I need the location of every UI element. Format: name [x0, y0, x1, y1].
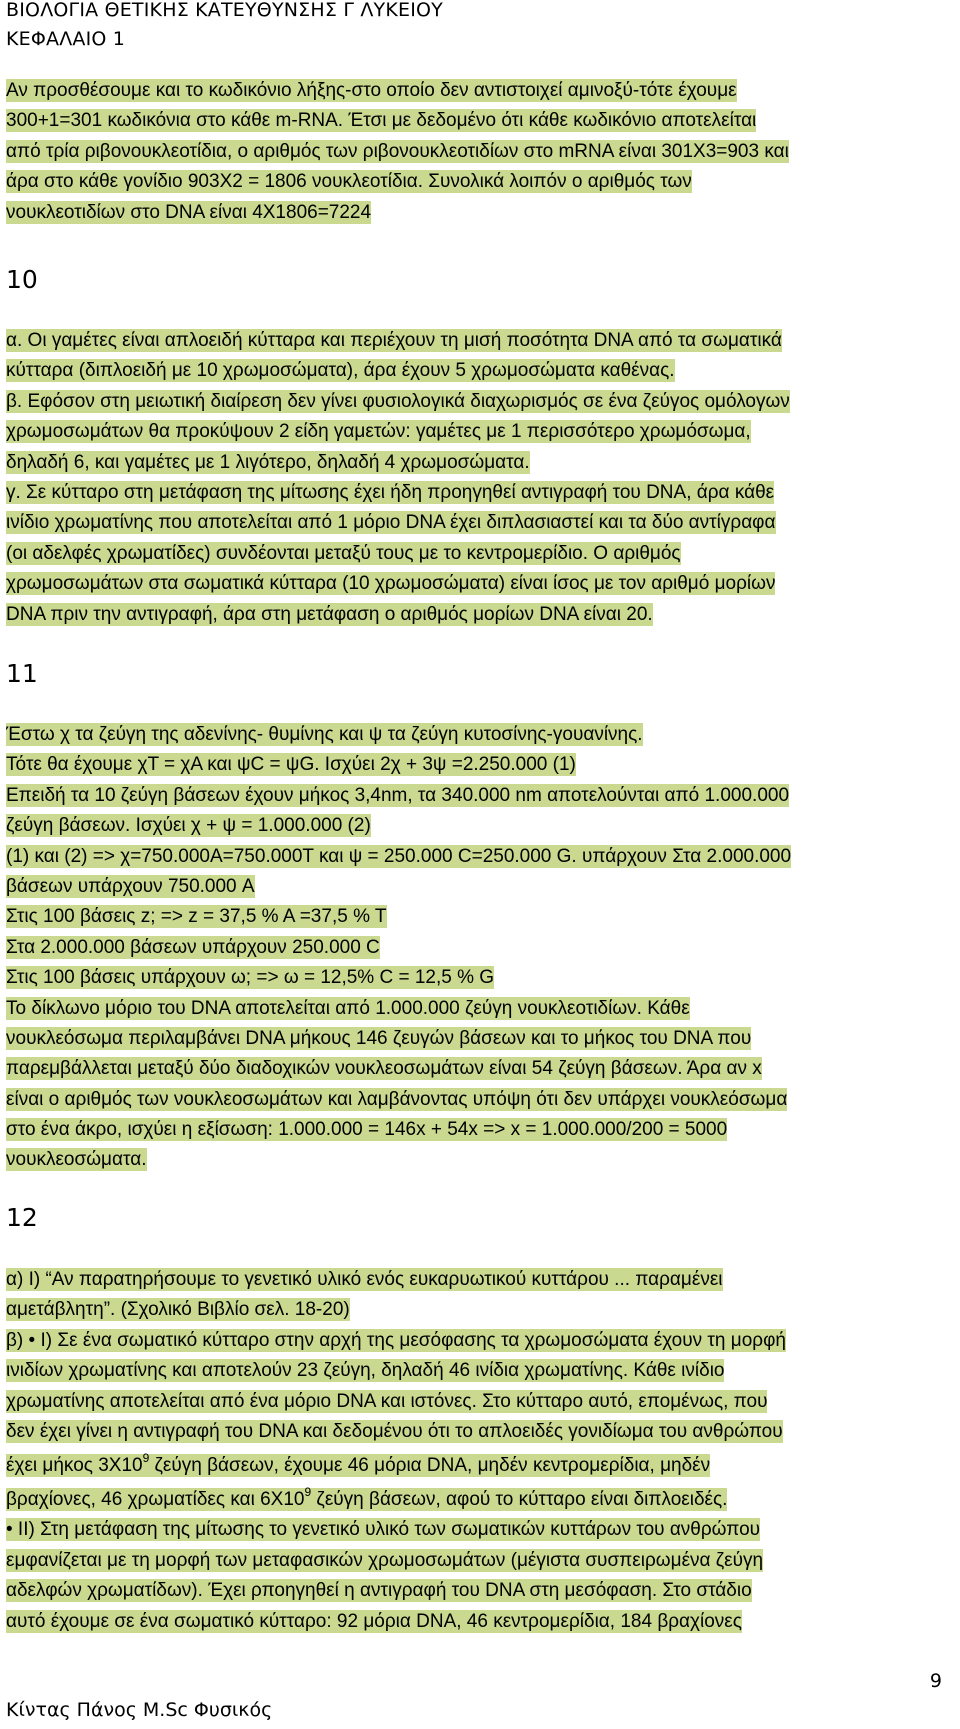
text-line: βάσεων υπάρχουν 750.000 A — [6, 875, 255, 897]
header-subject: ΒΙΟΛΟΓΙΑ ΘΕΤΙΚΗΣ ΚΑΤΕΥΘΥΝΣΗΣ Γ ΛΥΚΕΙΟΥ — [6, 0, 443, 21]
section-12-text — [6, 1265, 956, 1637]
text-line: ινίδιο χρωματίνης που αποτελείται από 1 μόριο DNA έχει διπλασιαστεί και τα δύο αντίγραφα — [6, 512, 776, 534]
text-line: αμετάβλητη”. (Σχολικό Βιβλίο σελ. 18-20) — [6, 1299, 350, 1321]
page-footer: Κίντας Πάνος M.Sc Φυσικός — [6, 1699, 273, 1721]
header-chapter: ΚΕΦΑΛΑΙΟ 1 — [6, 28, 126, 50]
section-11-text — [6, 720, 956, 1176]
text-line: Το δίκλωνο μόριο του DNA αποτελείται από 1.000.000 ζεύγη νουκλεοτιδίων. Κάθε — [6, 997, 690, 1019]
text-line: β) • I) Σε ένα σωματικό κύτταρο στην αρχή της μεσόφασης τα χρωμοσώματα έχουν τη μορφή — [6, 1329, 786, 1351]
text-line: ζεύγη βάσεων. Ισχύει χ + ψ = 1.000.000 (2) — [6, 815, 371, 837]
text-line: βραχίονες, 46 χρωματίδες και $6X10^9$ ζεύγη βάσεων, αφού το κύτταρο είναι διπλοειδές. — [6, 1485, 728, 1511]
superscript: 9 — [304, 1485, 312, 1500]
text-line: στο ένα άκρο, ισχύει η εξίσωση: 1.000.000 = 146x + 54x => x = 1.000.000/200 = 5000 — [6, 1119, 728, 1141]
text-line: (1) και (2) => χ=750.000A=750.000T και ψ = 250.000 C=250.000 G. υπάρχουν Στα 2.000.000 — [6, 845, 792, 867]
section-number-10: 10 — [6, 265, 38, 294]
text-line: (οι αδελφές χρωματίδες) συνδέονται μεταξύ τους με το κεντρομερίδιο. Ο αριθμός — [6, 542, 681, 564]
text-line: α) I) “Αν παρατηρήσουμε το γενετικό υλικό ενός ευκαρυωτικού κυττάρου ... παραμένει — [6, 1269, 723, 1290]
text-line: από τρία ριβονουκλεοτίδια, ο αριθμός των ριβονουκλεοτιδίων στο mRNA είναι 301X3=903 και — [6, 140, 789, 162]
text-line: είναι ο αριθμός των νουκλεοσωμάτων και λαμβάνοντας υπόψη ότι δεν υπάρχει νουκλεόσωμα — [6, 1088, 788, 1110]
text-line: DNA πριν την αντιγραφή, άρα στη μετάφαση ο αριθμός μορίων DNA είναι 20. — [6, 603, 653, 625]
section-number-12: 12 — [6, 1203, 38, 1232]
text-line: Αν προσθέσουμε και το κωδικόνιο λήξης-στο οποίο δεν αντιστοιχεί αμινοξύ-τότε έχουμε — [6, 80, 737, 101]
section-number-11: 11 — [6, 659, 38, 688]
text-line: νουκλεοσώματα. — [6, 1149, 147, 1171]
text-line: δεν έχει γίνει η αντιγραφή του DNA και δεδομένου ότι το απλοειδές γονιδίωμα του ανθρώπου — [6, 1420, 783, 1442]
text-line: χρωμοσωμάτων στα σωματικά κύτταρα (10 χρωμοσώματα) είναι ίσος με τον αριθμό μορίων — [6, 573, 776, 595]
text-line: παρεμβάλλεται μεταξύ δύο διαδοχικών νουκλεοσωμάτων είναι 54 ζεύγη βάσεων. Άρα αν x — [6, 1058, 762, 1080]
text-line: Στις 100 βάσεις υπάρχουν ω; => ω = 12,5% C = 12,5 % G — [6, 967, 495, 989]
text-line: Στα 2.000.000 βάσεων υπάρχουν 250.000 C — [6, 936, 380, 958]
intro-paragraph — [6, 76, 956, 228]
text-line: Τότε θα έχουμε χT = χA και ψC = ψG. Ισχύει 2χ + 3ψ =2.250.000 (1) — [6, 754, 576, 776]
text-line: β. Εφόσον στη μειωτική διαίρεση δεν γίνει φυσιολογικά διαχωρισμός σε ένα ζεύγος ομόλογων — [6, 390, 790, 412]
section-10-text — [6, 326, 956, 630]
text-line: γ. Σε κύτταρο στη μετάφαση της μίτωσης έχει ήδη προηγηθεί αντιγραφή του DNA, άρα κάθε — [6, 481, 775, 503]
text-line: αδελφών χρωματίδων). Έχει ρποηγηθεί η αντιγραφή του DNA στη μεσόφαση. Στο στάδιο — [6, 1580, 752, 1602]
page-header — [6, 0, 443, 54]
text-line: νουκλεόσωμα περιλαμβάνει DNA μήκους 146 ζευγών βάσεων και το μήκος του DNA που — [6, 1027, 752, 1049]
text-line: εμφανίζεται με τη μορφή των μεταφασικών χρωμοσωμάτων (μέγιστα συσπειρωμένα ζεύγη — [6, 1549, 764, 1571]
text-line: 300+1=301 κωδικόνια στο κάθε m-RNA. Έτσι με δεδομένο ότι κάθε κωδικόνιο αποτελείται — [6, 110, 757, 132]
text-line: νουκλεοτιδίων στο DNA είναι 4X1806=7224 — [6, 201, 372, 223]
text-line: χρωματίνης αποτελείται από ένα μόριο DNA και ιστόνες. Στο κύτταρο αυτό, επομένως, που — [6, 1390, 768, 1412]
text-line: αυτό έχουμε σε ένα σωματικό κύτταρο: 92 μόρια DNA, 46 κεντρομερίδια, 184 βραχίονες — [6, 1610, 742, 1632]
text-line: δηλαδή 6, και γαμέτες με 1 λιγότερο, δηλαδή 4 χρωμοσώματα. — [6, 451, 530, 473]
text-line: Στις 100 βάσεις z; => z = 37,5 % A =37,5 % T — [6, 906, 387, 928]
text-line: άρα στο κάθε γονίδιο 903X2 = 1806 νουκλεοτίδια. Συνολικά λοιπόν ο αριθμός των — [6, 171, 692, 193]
text-line: ινιδίων χρωματίνης και αποτελούν 23 ζεύγη, δηλαδή 46 ινίδια χρωματίνης. Κάθε ινίδιο — [6, 1360, 725, 1382]
text-line: Έστω χ τα ζεύγη της αδενίνης- θυμίνης και ψ τα ζεύγη κυτοσίνης-γουανίνης. — [6, 724, 643, 745]
superscript: 9 — [142, 1451, 150, 1466]
text-line: έχει μήκος $3X10^9$ ζεύγη βάσεων, έχουμε 46 μόρια DNA, μηδέν κεντρομερίδια, μηδέν — [6, 1451, 711, 1477]
text-line: α. Οι γαμέτες είναι απλοειδή κύτταρα και περιέχουν τη μισή ποσότητα DNA από τα σωματικά — [6, 330, 782, 351]
page-number: 9 — [929, 1670, 942, 1692]
text-line: χρωμοσωμάτων θα προκύψουν 2 είδη γαμετών: γαμέτες με 1 περισσότερο χρωμόσωμα, — [6, 421, 751, 443]
text-line: Επειδή τα 10 ζεύγη βάσεων έχουν μήκος 3,4nm, τα 340.000 nm αποτελούνται από 1.000.000 — [6, 784, 790, 806]
text-line: κύτταρα (διπλοειδή με 10 χρωμοσώματα), άρα έχουν 5 χρωμοσώματα καθένας. — [6, 360, 675, 382]
text-line: • II) Στη μετάφαση της μίτωσης το γενετικό υλικό των σωματικών κυττάρων του ανθρώπου — [6, 1519, 761, 1541]
